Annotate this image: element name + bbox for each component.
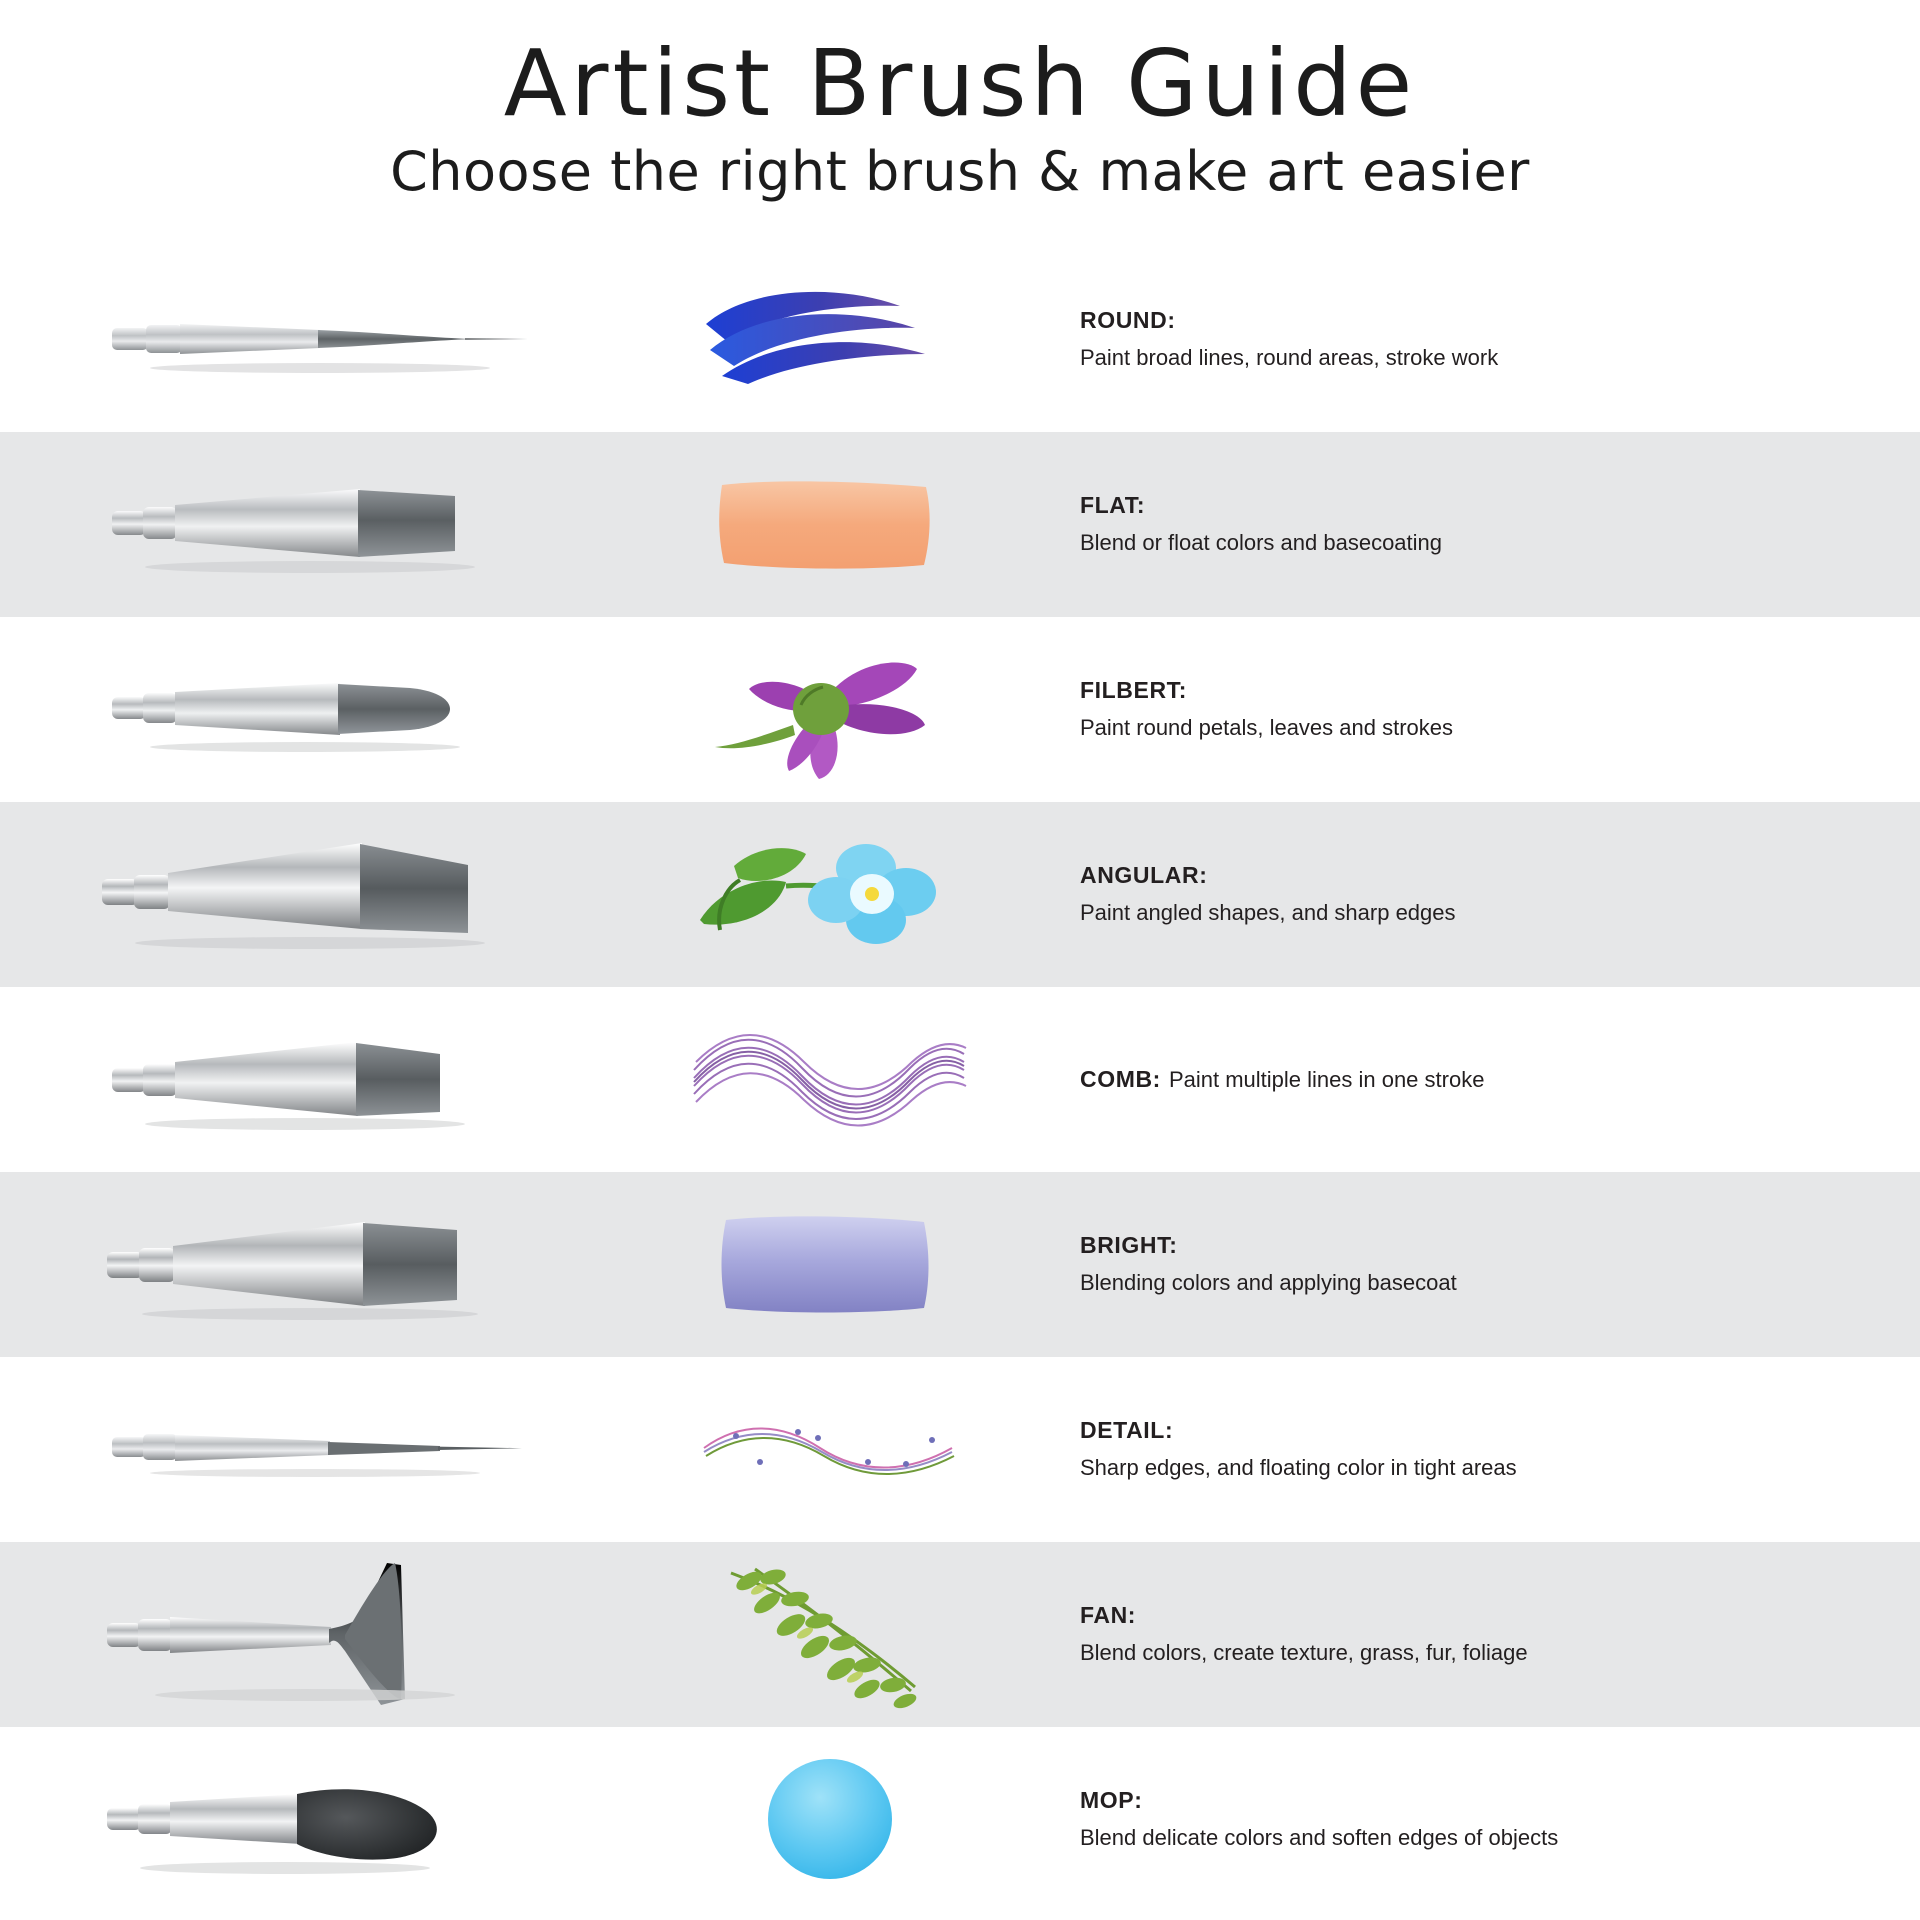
brush-text-cell (1020, 307, 1920, 371)
stroke-sample-cell (640, 469, 1020, 579)
brush-label: FAN: (1080, 1602, 1137, 1629)
brush-row-bright (0, 1172, 1920, 1357)
stroke-sample-cell (640, 1024, 1020, 1134)
brush-text-cell (1020, 862, 1920, 926)
angular-brush-icon (100, 829, 540, 959)
brush-label: ROUND: (1080, 307, 1176, 334)
stroke-sample-cell (640, 1414, 1020, 1484)
stroke-sample-cell (640, 1559, 1020, 1709)
brush-image-cell (0, 659, 640, 759)
brush-text-cell (1020, 1066, 1920, 1093)
page-subtitle: Choose the right brush & make art easier (390, 140, 1530, 203)
filbert-brush-icon (110, 659, 530, 759)
round-brush-icon (110, 294, 530, 384)
brush-description: Blend delicate colors and soften edges of objects (1080, 1825, 1559, 1851)
brush-label: MOP: (1080, 1787, 1143, 1814)
brush-label: FLAT: (1080, 492, 1146, 519)
comb-brush-icon (110, 1024, 530, 1134)
brush-description: Blend or float colors and basecoating (1080, 530, 1443, 556)
brush-text-cell (1020, 1787, 1920, 1851)
fan-brush-icon (105, 1559, 535, 1709)
brush-description: Sharp edges, and floating color in tight areas (1080, 1455, 1517, 1481)
brush-text-cell (1020, 1602, 1920, 1666)
brush-label: BRIGHT: (1080, 1232, 1178, 1259)
brush-image-cell (0, 1024, 640, 1134)
stroke-sample-cell (640, 639, 1020, 779)
bright-brush-icon (105, 1204, 535, 1324)
fan-stroke-swatch (715, 1559, 945, 1709)
brush-image-cell (0, 829, 640, 959)
brush-image-cell (0, 1409, 640, 1489)
brush-description: Paint round petals, leaves and strokes (1080, 715, 1454, 741)
brush-label: COMB: (1080, 1065, 1161, 1092)
brush-image-cell (0, 1754, 640, 1884)
brush-description: Paint broad lines, round areas, stroke work (1080, 345, 1499, 371)
brush-row-fan (0, 1542, 1920, 1727)
brush-row-mop (0, 1727, 1920, 1912)
brush-label: DETAIL: (1080, 1417, 1174, 1444)
flat-brush-icon (110, 469, 530, 579)
brush-description: Paint multiple lines in one stroke (1168, 1066, 1485, 1092)
round-stroke-swatch (700, 284, 960, 394)
brush-image-cell (0, 1204, 640, 1324)
brush-label: FILBERT: (1080, 677, 1188, 704)
brush-text-cell (1020, 1417, 1920, 1481)
brush-text-cell (1020, 677, 1920, 741)
brush-text-cell (1020, 492, 1920, 556)
brush-text-cell (1020, 1232, 1920, 1296)
filbert-stroke-swatch (705, 639, 955, 779)
brush-description: Paint angled shapes, and sharp edges (1080, 900, 1456, 926)
stroke-sample-cell (640, 824, 1020, 964)
detail-brush-icon (110, 1409, 530, 1489)
brush-list (0, 247, 1920, 1912)
stroke-sample-cell (640, 284, 1020, 394)
brush-label: ANGULAR: (1080, 862, 1208, 889)
stroke-sample-cell (640, 1204, 1020, 1324)
brush-row-detail (0, 1357, 1920, 1542)
brush-image-cell (0, 294, 640, 384)
brush-row-filbert (0, 617, 1920, 802)
comb-stroke-swatch (690, 1024, 970, 1134)
brush-image-cell (0, 469, 640, 579)
flat-stroke-swatch (710, 469, 950, 579)
detail-stroke-swatch (700, 1414, 960, 1484)
brush-image-cell (0, 1559, 640, 1709)
page-header (0, 0, 1920, 201)
brush-row-comb (0, 987, 1920, 1172)
brush-description: Blend colors, create texture, grass, fur, foliage (1080, 1640, 1528, 1666)
mop-brush-icon (105, 1754, 535, 1884)
angular-stroke-swatch (690, 824, 970, 964)
brush-row-angular (0, 802, 1920, 987)
brush-description: Blending colors and applying basecoat (1080, 1270, 1457, 1296)
page-title: Artist Brush Guide (503, 30, 1417, 137)
brush-row-round (0, 247, 1920, 432)
mop-stroke-swatch (750, 1749, 910, 1889)
brush-row-flat (0, 432, 1920, 617)
stroke-sample-cell (640, 1749, 1020, 1889)
bright-stroke-swatch (710, 1204, 950, 1324)
